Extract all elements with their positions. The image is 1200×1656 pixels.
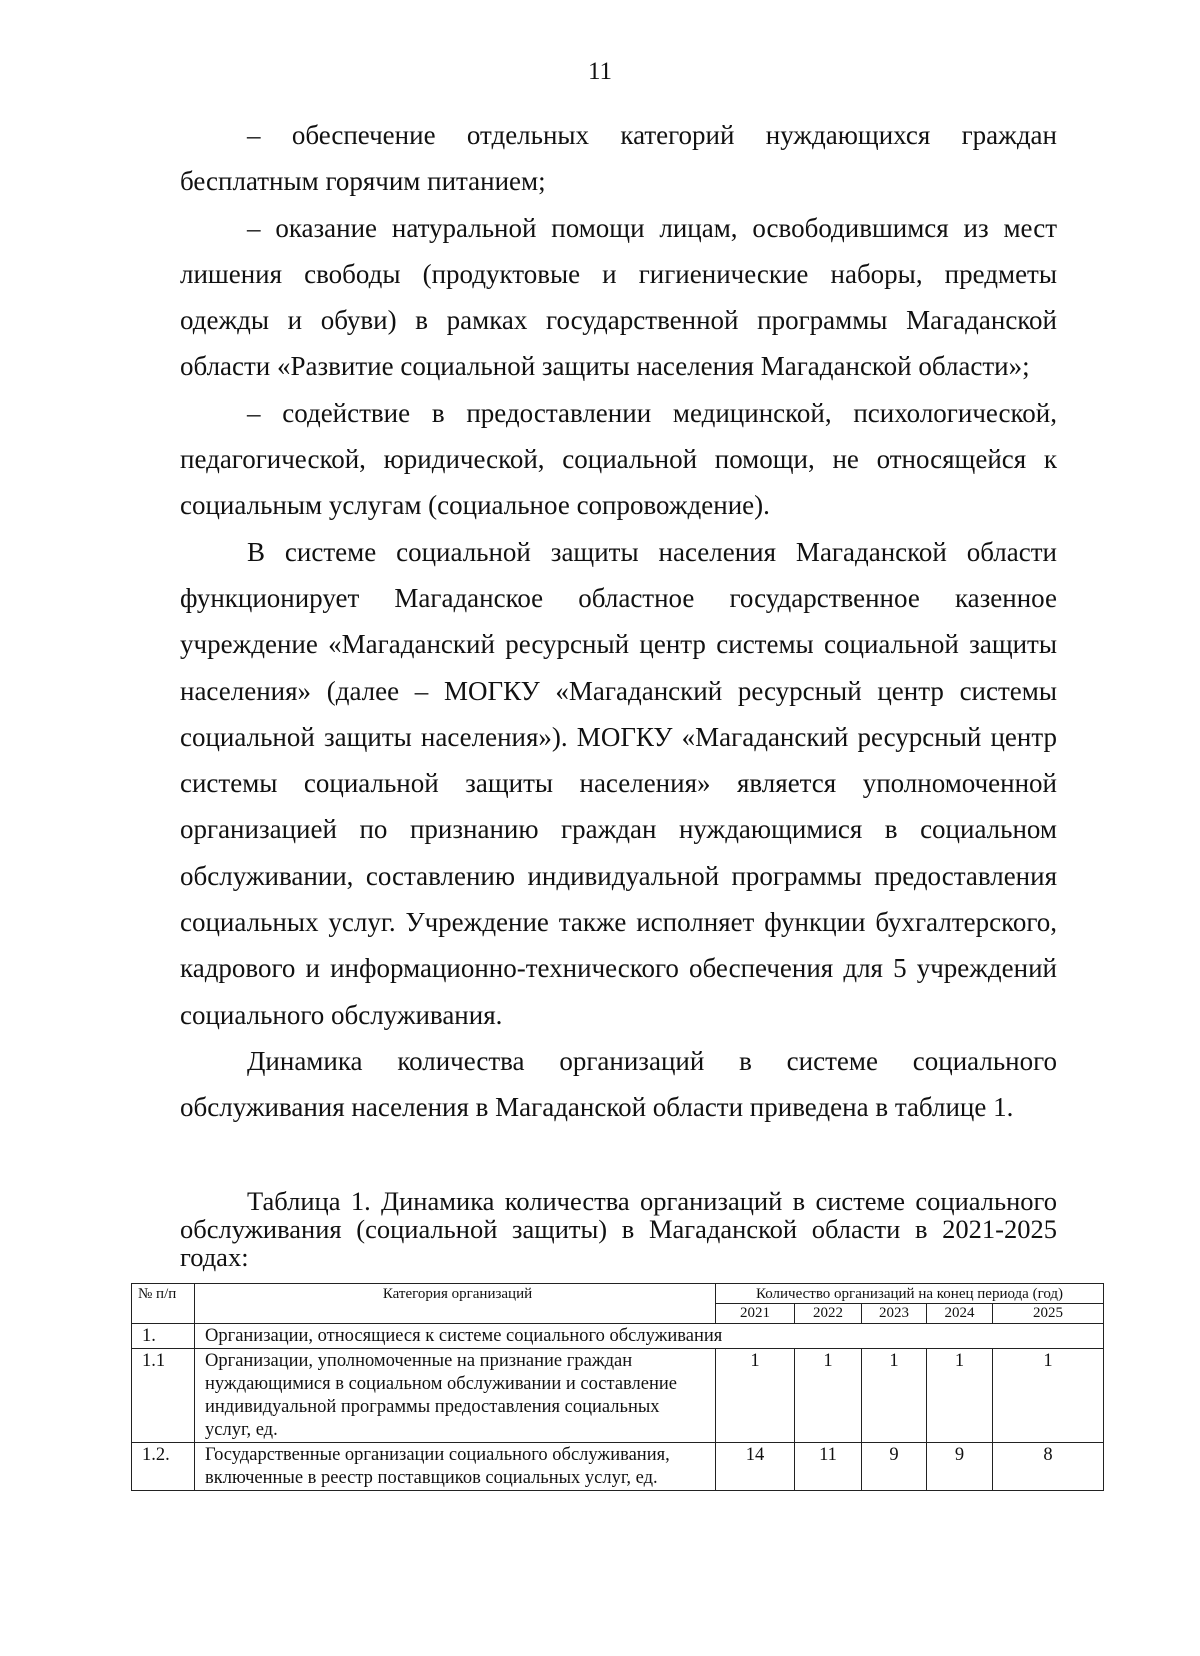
table-row <box>132 1349 1104 1443</box>
section-num: 1. <box>132 1324 195 1349</box>
row-value-2022: 11 <box>795 1443 862 1491</box>
row-category: Организации, уполномоченные на признание граждан нуждающимися в социальном обслуживании и составление индивидуальной программы предоставления социальных услуг, ед. <box>195 1349 716 1443</box>
row-value-2022: 1 <box>795 1349 862 1443</box>
row-value-2023: 9 <box>862 1443 927 1491</box>
paragraph-hot-meals: – обеспечение отдельных категорий нуждающихся граждан бесплатным горячим питанием; <box>180 120 1057 197</box>
row-value-2021: 14 <box>716 1443 795 1491</box>
header-year-2022: 2022 <box>795 1304 862 1324</box>
header-year-2023: 2023 <box>862 1304 927 1324</box>
body-text <box>180 112 1057 1131</box>
header-quantity: Количество организаций на конец периода (год) <box>716 1284 1104 1304</box>
page-number: 11 <box>587 58 613 85</box>
row-value-2021: 1 <box>716 1349 795 1443</box>
row-value-2024: 1 <box>927 1349 993 1443</box>
header-num: № п/п <box>132 1284 195 1324</box>
row-value-2025: 1 <box>993 1349 1104 1443</box>
paragraph-dynamics-intro: Динамика количества организаций в системе социального обслуживания населения в Магаданской области приведена в таблице 1. <box>180 1045 1057 1123</box>
row-value-2024: 9 <box>927 1443 993 1491</box>
organizations-table <box>131 1283 1103 1491</box>
paragraph-social-support: – содействие в предоставлении медицинской, психологической, педагогической, юридической, социальной помощи, не относящейся к социальным услугам (социальное сопровождение). <box>180 397 1057 521</box>
paragraph-resource-center: В системе социальной защиты населения Магаданской области функционирует Магаданское областное государственное казенное учреждение «Магаданский ресурсный центр системы социальной защиты населения» (далее – МОГКУ «Магаданский ресурсный центр системы социальной защиты населения»). МОГКУ «Магаданский ресурсный центр системы социальной защиты населения» является уполномоченной организацией по признанию граждан нуждающимися в социальном обслуживании, составлению индивидуальной программы предоставления социальных услуг. Учреждение также исполняет функции бухгалтерского, кадрового и информационно-технического обеспечения для 5 учреждений социального обслуживания. <box>180 536 1057 1030</box>
row-num: 1.1 <box>132 1349 195 1443</box>
row-value-2025: 8 <box>993 1443 1104 1491</box>
paragraph-in-kind-aid: – оказание натуральной помощи лицам, освободившимся из мест лишения свободы (продуктовые и гигиенические наборы, предметы одежды и обуви) в рамках государственной программы Магаданской области «Развитие социальной защиты населения Магаданской области»; <box>180 212 1057 382</box>
table-header-row <box>132 1284 1104 1304</box>
table <box>131 1283 1104 1491</box>
header-year-2025: 2025 <box>993 1304 1104 1324</box>
table-caption: Таблица 1. Динамика количества организаций в системе социального обслуживания (социальной защиты) в Магаданской области в 2021-2025 годах: <box>180 1186 1057 1272</box>
table-section-row <box>132 1324 1104 1349</box>
section-label: Организации, относящиеся к системе социального обслуживания <box>195 1324 1104 1349</box>
header-year-2021: 2021 <box>716 1304 795 1324</box>
header-year-2024: 2024 <box>927 1304 993 1324</box>
row-category: Государственные организации социального обслуживания, включенные в реестр поставщиков социальных услуг, ед. <box>195 1443 716 1491</box>
header-category: Категория организаций <box>195 1284 716 1324</box>
table-row <box>132 1443 1104 1491</box>
row-value-2023: 1 <box>862 1349 927 1443</box>
row-num: 1.2. <box>132 1443 195 1491</box>
